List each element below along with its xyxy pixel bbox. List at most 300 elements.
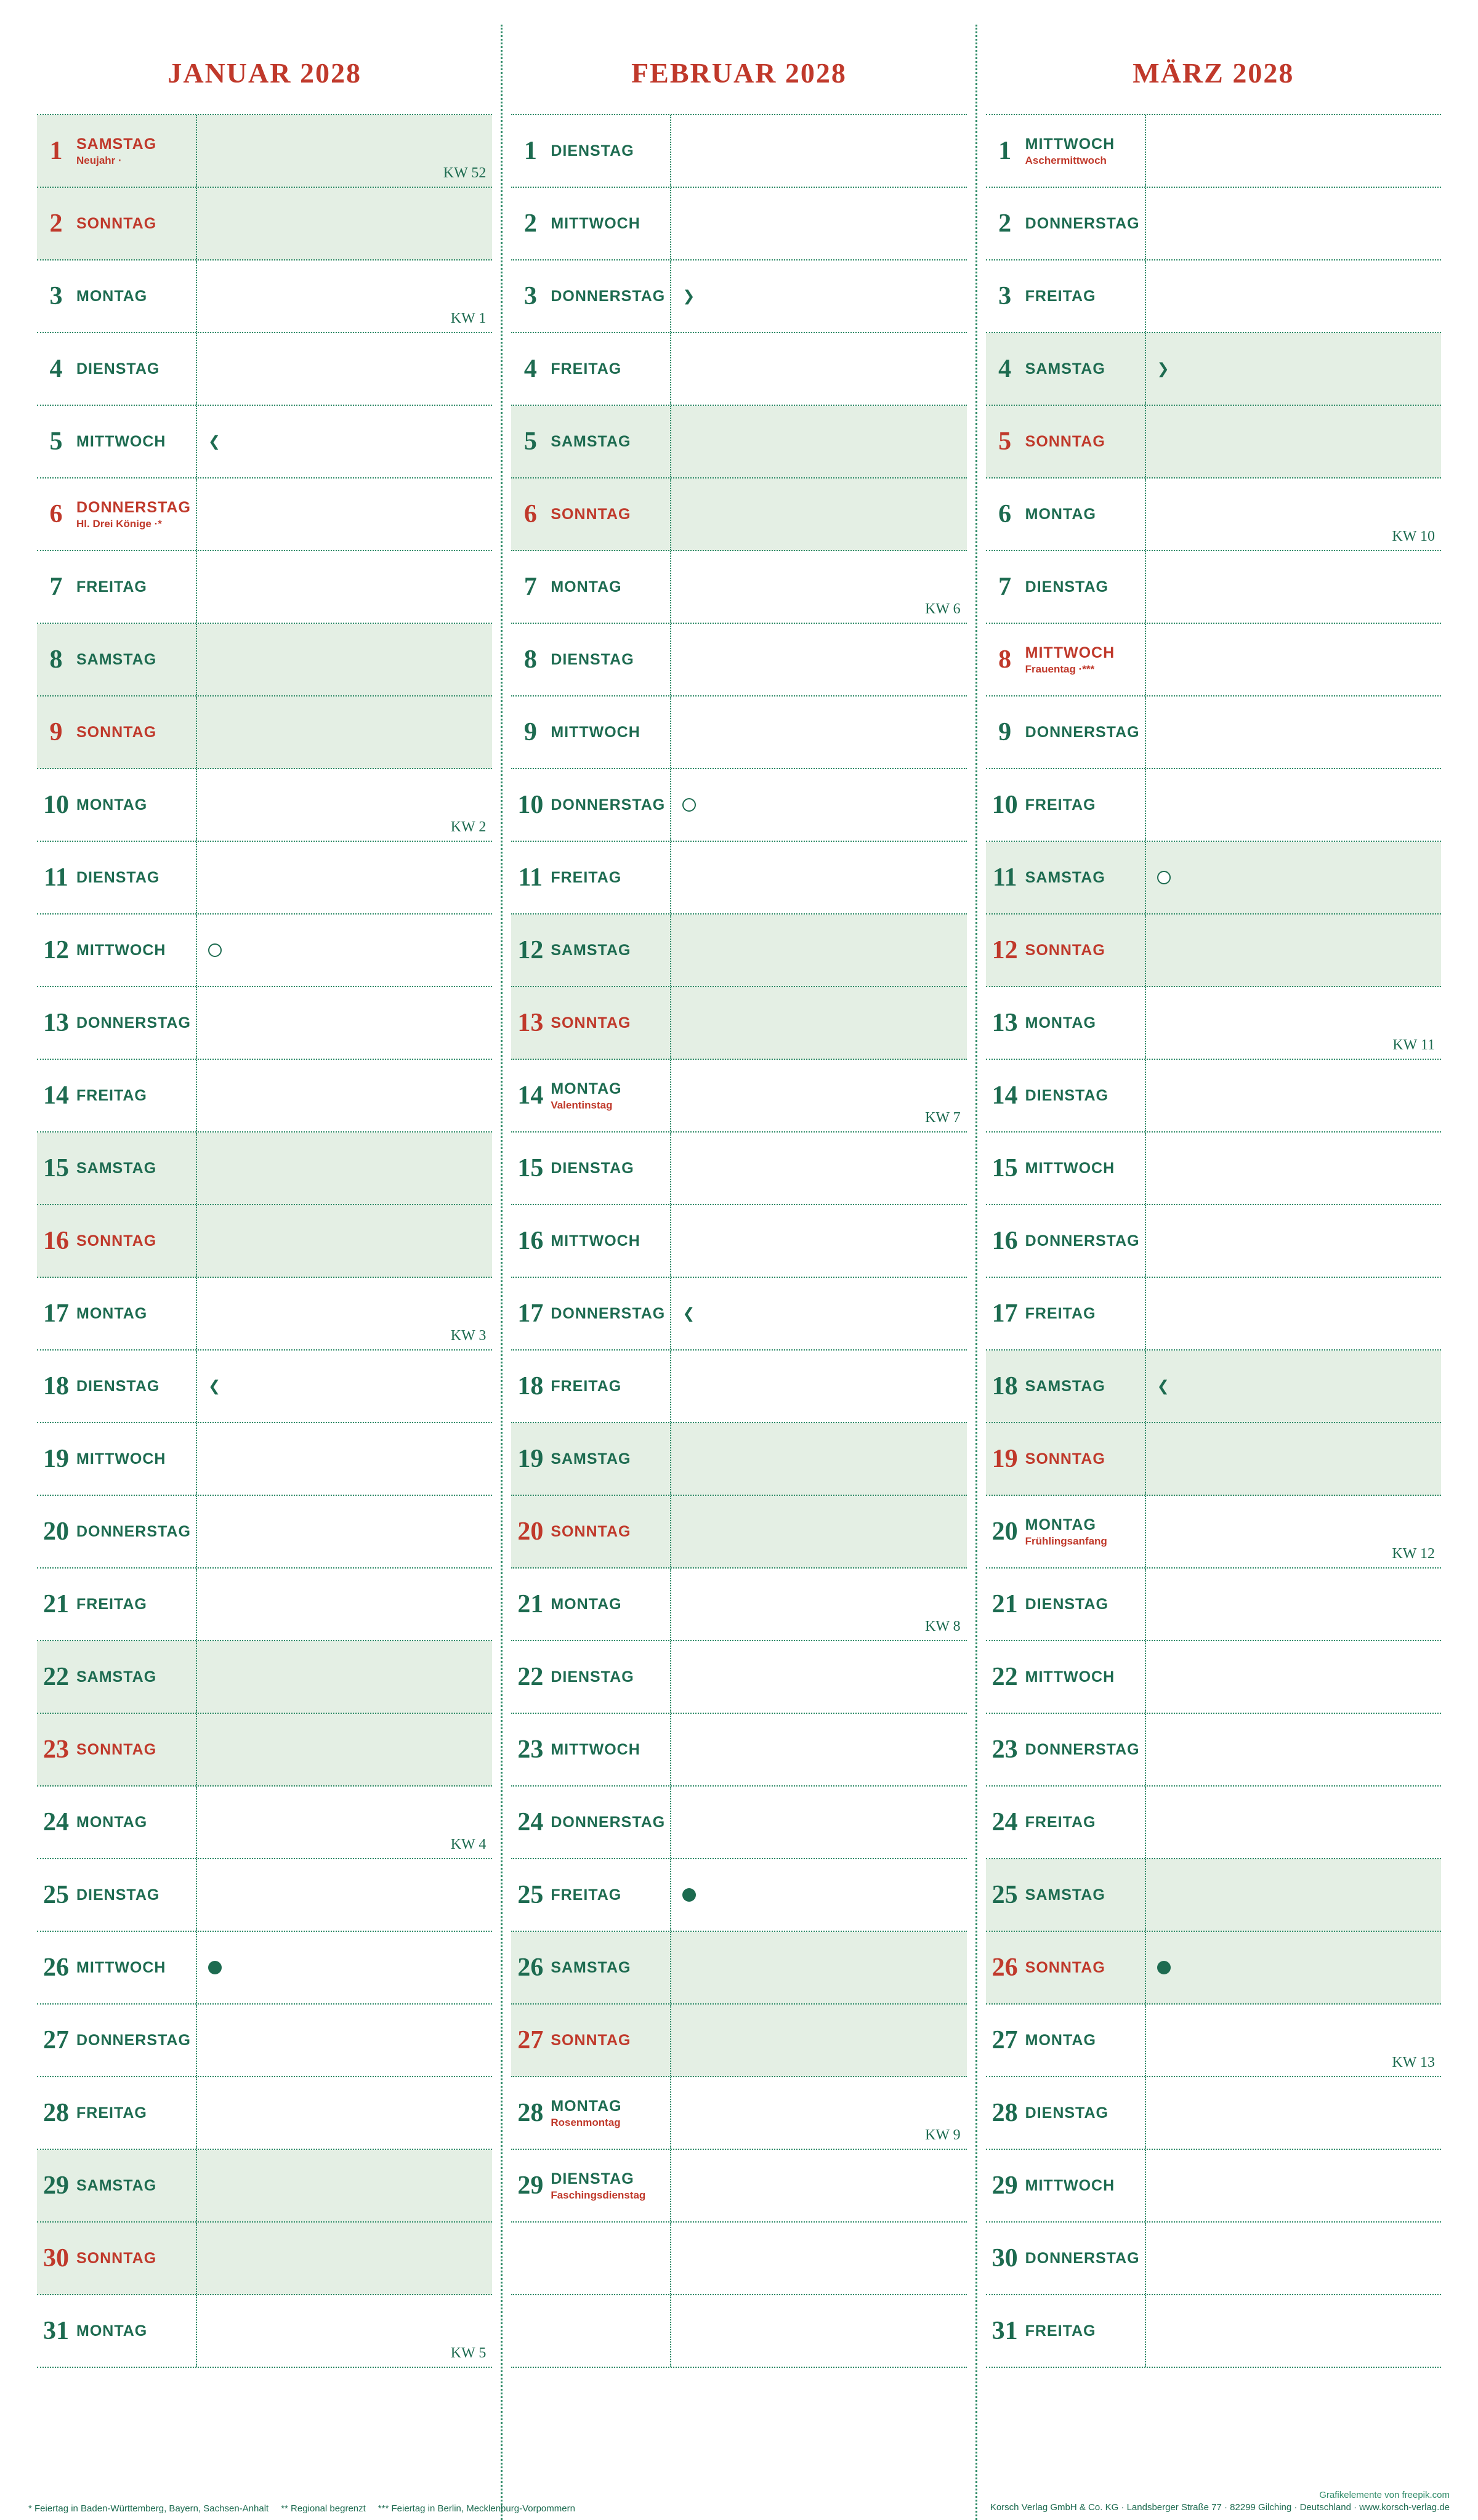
day-row[interactable] [511,1423,966,1496]
day-name-cell [1024,333,1145,405]
day-name-cell [549,1423,670,1495]
notes-area[interactable] [670,1569,966,1640]
day-row[interactable] [511,1569,966,1641]
day-row[interactable] [986,1351,1441,1423]
notes-area[interactable] [670,1060,966,1131]
notes-area[interactable] [670,1278,966,1349]
day-row[interactable] [37,1714,492,1787]
day-name: MITTWOCH [1025,135,1115,153]
day-row[interactable] [37,333,492,406]
day-number: 26 [517,1953,544,1982]
day-number: 17 [43,1299,69,1328]
notes-area[interactable] [1145,333,1441,405]
day-name-cell [75,915,196,986]
day-row[interactable] [511,1932,966,2005]
notes-area[interactable] [196,479,492,550]
day-row[interactable] [511,1278,966,1351]
day-row[interactable] [37,987,492,1060]
day-row[interactable] [986,624,1441,697]
day-name-cell [75,1060,196,1131]
day-number: 6 [523,500,537,528]
day-name-cell [1024,1133,1145,1204]
day-name-cell [1024,697,1145,768]
day-number: 28 [991,2099,1018,2127]
notes-area[interactable] [196,987,492,1059]
day-row[interactable] [986,188,1441,260]
notes-area[interactable] [1145,697,1441,768]
day-row[interactable] [37,1859,492,1932]
day-row-empty [511,2295,966,2368]
notes-area[interactable] [196,2150,492,2221]
notes-area[interactable] [1145,2005,1441,2076]
day-name-cell [1024,1060,1145,1131]
day-number: 25 [43,1881,69,1909]
day-number: 7 [49,573,63,601]
day-row[interactable] [37,1641,492,1714]
day-name-cell [549,115,670,187]
day-name: DONNERSTAG [76,1522,191,1540]
notes-area[interactable] [1145,1641,1441,1713]
day-row[interactable] [37,915,492,987]
day-number: 5 [998,427,1012,456]
day-name: SAMSTAG [76,1159,157,1177]
day-name: MITTWOCH [76,1958,166,1976]
day-name: DIENSTAG [1025,578,1108,596]
notes-area[interactable] [1145,1205,1441,1277]
day-row[interactable] [37,1205,492,1278]
day-number: 18 [43,1372,69,1400]
day-name: FREITAG [76,578,147,596]
notes-area[interactable] [196,406,492,477]
day-row[interactable] [986,1496,1441,1569]
day-number: 1 [523,137,537,165]
day-name: MONTAG [551,1595,622,1613]
notes-area[interactable] [670,1859,966,1931]
day-row[interactable] [986,842,1441,915]
day-row[interactable] [511,987,966,1060]
day-row[interactable] [37,1932,492,2005]
day-name: SAMSTAG [76,2176,157,2194]
notes-area[interactable] [670,987,966,1059]
notes-area[interactable] [1145,915,1441,986]
notes-area[interactable] [670,915,966,986]
day-list-february [511,114,966,2368]
day-row[interactable] [37,406,492,479]
notes-area[interactable] [670,1641,966,1713]
day-number: 3 [523,282,537,310]
day-row[interactable] [37,2295,492,2368]
day-row[interactable] [37,697,492,769]
notes-area[interactable] [196,624,492,695]
day-row[interactable] [986,2295,1441,2368]
day-row[interactable] [37,1060,492,1133]
notes-area[interactable] [196,2295,492,2367]
notes-area[interactable] [196,1714,492,1785]
day-row[interactable] [511,1496,966,1569]
notes-area[interactable] [1145,1859,1441,1931]
day-row[interactable] [37,1496,492,1569]
day-row[interactable] [37,1278,492,1351]
moon-phase-last-icon [682,1306,695,1322]
notes-area[interactable] [196,697,492,768]
day-row[interactable] [511,697,966,769]
moon-phase-new-icon [208,1961,222,1974]
notes-area[interactable] [196,1060,492,1131]
day-name: MONTAG [76,2322,148,2340]
day-name: MITTWOCH [551,1740,640,1758]
day-row[interactable] [37,842,492,915]
day-number: 12 [517,936,544,964]
notes-area[interactable] [1145,2150,1441,2221]
day-name-cell [549,1641,670,1713]
notes-area[interactable] [196,1641,492,1713]
day-row[interactable] [37,2150,492,2223]
day-name: DIENSTAG [76,1377,160,1395]
day-name-cell [1024,1569,1145,1640]
day-name: SAMSTAG [76,650,157,668]
day-name-cell [75,1205,196,1277]
notes-area[interactable] [670,260,966,332]
day-row[interactable] [511,188,966,260]
day-row[interactable] [986,769,1441,842]
notes-area[interactable] [1145,551,1441,623]
notes-area[interactable] [196,1859,492,1931]
day-name-cell [75,406,196,477]
notes-area[interactable] [1145,2295,1441,2367]
day-name-cell [1024,1205,1145,1277]
moon-phase-last-icon [208,434,220,450]
notes-area[interactable] [196,1496,492,1567]
day-row[interactable] [511,2005,966,2077]
notes-area[interactable] [670,1932,966,2003]
notes-area[interactable] [670,188,966,259]
notes-area[interactable] [1145,406,1441,477]
notes-area[interactable] [1145,1060,1441,1131]
day-name-cell [1024,2295,1145,2367]
notes-area[interactable] [670,1133,966,1204]
day-name: MONTAG [1025,1516,1096,1534]
week-number: KW 6 [925,601,961,617]
day-row[interactable] [511,115,966,188]
notes-area[interactable] [196,1205,492,1277]
notes-area[interactable] [1145,1569,1441,1640]
day-row[interactable] [986,1423,1441,1496]
notes-area[interactable] [1145,769,1441,841]
day-row[interactable] [511,260,966,333]
notes-area[interactable] [1145,842,1441,913]
day-number: 22 [991,1663,1018,1691]
notes-area[interactable] [196,1351,492,1422]
week-number: KW 10 [1392,528,1435,544]
notes-area[interactable] [196,2005,492,2076]
day-row[interactable] [986,406,1441,479]
day-number: 14 [517,1081,544,1110]
notes-area[interactable] [670,1496,966,1567]
notes-area[interactable] [670,1714,966,1785]
notes-area[interactable] [670,2005,966,2076]
day-row[interactable] [986,697,1441,769]
day-name: MONTAG [76,1304,148,1322]
day-row[interactable] [986,987,1441,1060]
notes-area[interactable] [670,479,966,550]
notes-area[interactable] [196,769,492,841]
notes-area[interactable] [670,1787,966,1858]
day-name-cell [75,115,196,187]
day-name: SAMSTAG [1025,868,1105,886]
day-name: MONTAG [1025,505,1096,523]
notes-area[interactable] [196,188,492,259]
notes-area[interactable] [1145,1423,1441,1495]
notes-area[interactable] [670,2150,966,2221]
notes-area[interactable] [670,769,966,841]
day-row[interactable] [986,1060,1441,1133]
day-name: SONNTAG [551,1014,631,1032]
notes-area[interactable] [1145,987,1441,1059]
notes-area[interactable] [670,551,966,623]
notes-area[interactable] [196,1787,492,1858]
day-name-cell [549,1133,670,1204]
day-row[interactable] [511,1205,966,1278]
notes-area[interactable] [1145,188,1441,259]
day-name: SONNTAG [76,1232,157,1250]
day-number: 14 [43,1081,69,1110]
day-row[interactable] [511,479,966,551]
holiday-label: Frühlingsanfang [1025,1535,1107,1548]
day-number: 25 [517,1881,544,1909]
day-name: SAMSTAG [1025,1886,1105,1904]
day-number: 15 [43,1154,69,1182]
day-number: 24 [517,1808,544,1836]
day-row[interactable] [986,915,1441,987]
day-name: SONNTAG [1025,941,1105,959]
day-name-cell [75,2223,196,2294]
notes-area[interactable] [1145,479,1441,550]
day-name: DIENSTAG [551,1159,634,1177]
day-number: 12 [991,936,1018,964]
notes-area[interactable] [196,2077,492,2149]
notes-area[interactable] [196,2223,492,2294]
day-name-cell [75,1932,196,2003]
day-row[interactable] [986,1932,1441,2005]
day-name: DONNERSTAG [1025,1232,1140,1250]
day-row[interactable] [986,1133,1441,1205]
day-name-cell [75,624,196,695]
day-row[interactable] [37,769,492,842]
day-name-cell [549,2150,670,2221]
day-number: 25 [991,1881,1018,1909]
holiday-label: Neujahr · [76,155,122,167]
day-row[interactable] [986,1278,1441,1351]
day-name-cell [1024,769,1145,841]
day-name: DIENSTAG [551,2170,634,2188]
day-number: 9 [49,718,63,746]
day-row[interactable] [986,2077,1441,2150]
day-row[interactable] [37,1133,492,1205]
notes-area[interactable] [1145,624,1441,695]
day-name: SAMSTAG [551,1958,631,1976]
day-name: FREITAG [551,868,622,886]
notes-area[interactable] [196,842,492,913]
day-name: SONNTAG [551,2031,631,2049]
day-name-cell [1024,1641,1145,1713]
day-number: 19 [517,1445,544,1473]
day-row[interactable] [986,333,1441,406]
notes-area[interactable] [1145,1787,1441,1858]
day-row[interactable] [986,551,1441,624]
day-name-cell [549,624,670,695]
day-row[interactable] [986,115,1441,188]
day-name: DONNERSTAG [76,499,191,517]
notes-area[interactable] [670,1351,966,1422]
notes-area[interactable] [196,1278,492,1349]
day-row[interactable] [37,551,492,624]
day-name-cell [1024,1787,1145,1858]
day-number: 3 [998,282,1012,310]
day-row[interactable] [986,479,1441,551]
day-row[interactable] [986,260,1441,333]
day-number: 29 [991,2171,1018,2200]
day-name: MITTWOCH [76,432,166,450]
day-row[interactable] [986,2005,1441,2077]
day-number: 27 [43,2026,69,2054]
day-row[interactable] [986,1859,1441,1932]
day-row[interactable] [511,1787,966,1859]
notes-area[interactable] [196,1133,492,1204]
day-number: 13 [517,1009,544,1037]
notes-area-empty [670,2295,966,2367]
week-number: KW 7 [925,1110,961,1126]
notes-area[interactable] [670,406,966,477]
day-name: DONNERSTAG [1025,214,1140,232]
notes-area[interactable] [196,915,492,986]
week-number: KW 11 [1392,1037,1435,1053]
day-row[interactable] [511,1133,966,1205]
day-name: MONTAG [1025,1014,1096,1032]
day-row[interactable] [986,1714,1441,1787]
day-row[interactable] [986,1569,1441,1641]
notes-area[interactable] [1145,2077,1441,2149]
notes-area[interactable] [1145,115,1441,187]
day-row[interactable] [986,1641,1441,1714]
month-title: JANUAR 2028 [168,57,361,89]
notes-area[interactable] [196,1423,492,1495]
day-row[interactable] [37,1569,492,1641]
notes-area[interactable] [196,115,492,187]
notes-area[interactable] [670,2077,966,2149]
day-name: DIENSTAG [76,360,160,378]
day-row[interactable] [986,2150,1441,2223]
day-name: SONNTAG [551,1522,631,1540]
day-row[interactable] [37,188,492,260]
notes-area[interactable] [670,842,966,913]
notes-area[interactable] [1145,2223,1441,2294]
day-row[interactable] [511,769,966,842]
day-name-cell [549,1278,670,1349]
day-number: 27 [991,2026,1018,2054]
day-number: 11 [44,863,68,892]
day-row[interactable] [511,406,966,479]
notes-area[interactable] [1145,260,1441,332]
day-row[interactable] [511,1859,966,1932]
day-row[interactable] [511,624,966,697]
day-name: SAMSTAG [1025,360,1105,378]
day-row[interactable] [37,115,492,188]
day-row[interactable] [37,479,492,551]
day-number: 24 [43,1808,69,1836]
day-number: 16 [517,1227,544,1255]
day-name-cell [75,333,196,405]
day-name: SONNTAG [1025,1958,1105,1976]
notes-area[interactable] [670,697,966,768]
notes-area[interactable] [1145,1714,1441,1785]
day-row[interactable] [511,551,966,624]
day-number: 27 [517,2026,544,2054]
notes-area[interactable] [196,1932,492,2003]
day-name: FREITAG [1025,1304,1096,1322]
notes-area[interactable] [196,333,492,405]
day-row[interactable] [511,842,966,915]
day-row[interactable] [986,2223,1441,2295]
notes-area-empty [670,2223,966,2294]
day-row[interactable] [37,1351,492,1423]
day-row[interactable] [511,1060,966,1133]
day-name-cell [1024,2223,1145,2294]
day-row[interactable] [511,915,966,987]
day-name-cell [549,2005,670,2076]
day-row[interactable] [37,2223,492,2295]
day-row[interactable] [511,1351,966,1423]
notes-area[interactable] [196,260,492,332]
day-row[interactable] [986,1787,1441,1859]
day-number: 18 [517,1372,544,1400]
week-number: KW 13 [1392,2054,1435,2070]
day-name: SONNTAG [76,1740,157,1758]
day-name-cell [75,1859,196,1931]
notes-area[interactable] [1145,1932,1441,2003]
day-number: 13 [991,1009,1018,1037]
notes-area[interactable] [196,1569,492,1640]
notes-area[interactable] [670,1205,966,1277]
week-number: KW 5 [450,2345,487,2361]
day-row[interactable] [37,624,492,697]
day-row[interactable] [511,1641,966,1714]
notes-area[interactable] [1145,1133,1441,1204]
day-row[interactable] [37,260,492,333]
notes-area[interactable] [670,624,966,695]
notes-area[interactable] [1145,1496,1441,1567]
day-row[interactable] [511,1714,966,1787]
notes-area[interactable] [1145,1278,1441,1349]
day-name-cell [549,333,670,405]
day-name: MITTWOCH [76,941,166,959]
day-row[interactable] [37,1423,492,1496]
day-row[interactable] [37,2077,492,2150]
day-number: 20 [991,1517,1018,1546]
notes-area[interactable] [670,115,966,187]
day-row[interactable] [511,333,966,406]
notes-area[interactable] [1145,1351,1441,1422]
notes-area[interactable] [196,551,492,623]
notes-area[interactable] [670,333,966,405]
notes-area[interactable] [670,1423,966,1495]
day-row[interactable] [37,2005,492,2077]
day-row[interactable] [986,1205,1441,1278]
day-row[interactable] [37,1787,492,1859]
day-row[interactable] [511,2150,966,2223]
day-number: 4 [523,355,537,383]
day-row[interactable] [511,2077,966,2150]
day-name: MITTWOCH [1025,1668,1115,1686]
